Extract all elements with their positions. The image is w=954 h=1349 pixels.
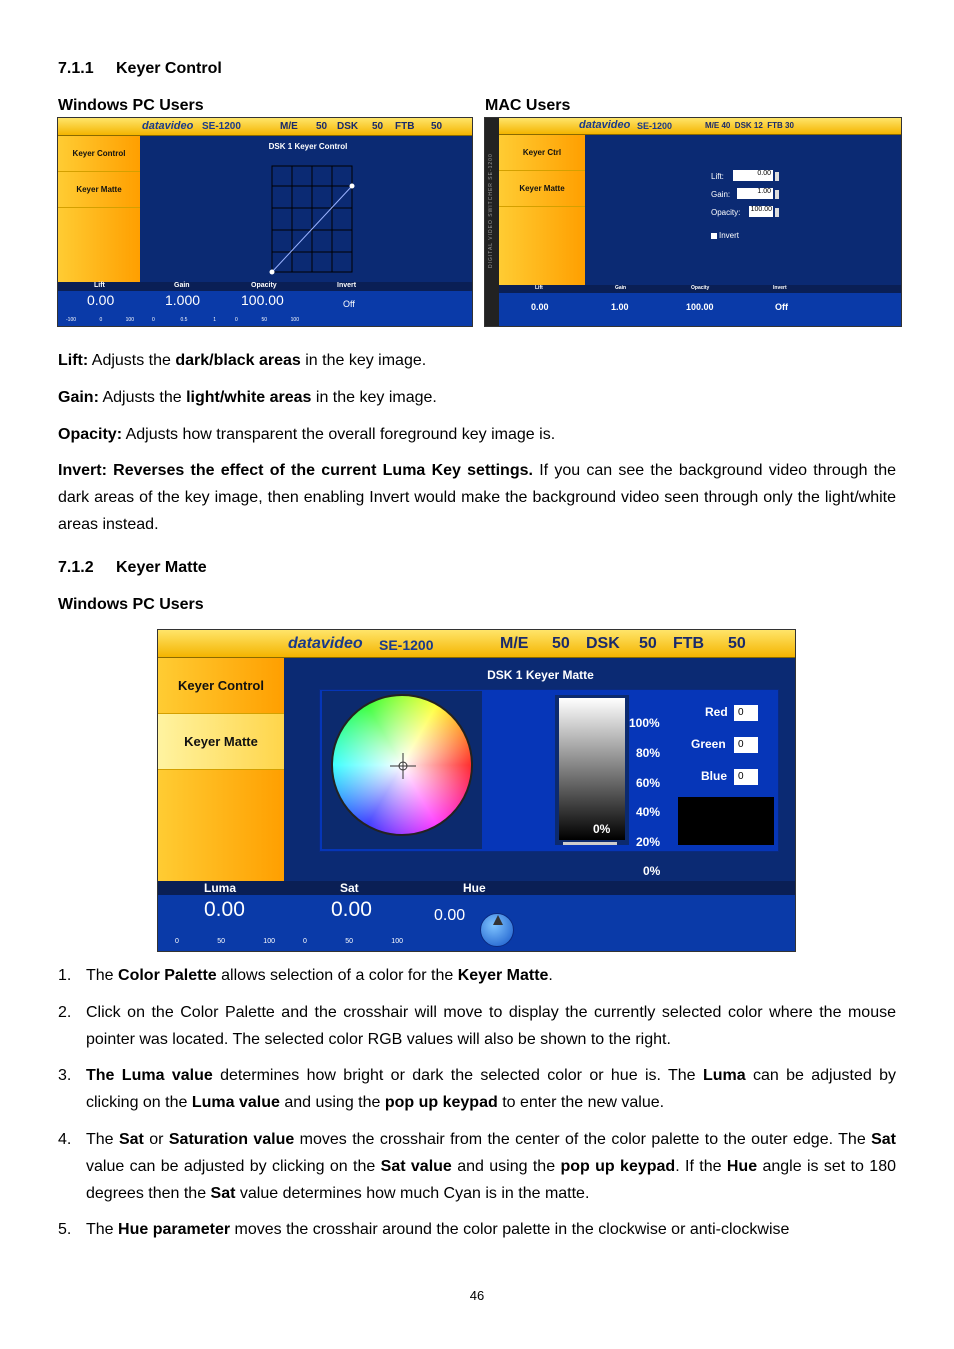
emphasis: Hue xyxy=(726,1158,758,1175)
red-field[interactable]: 0 xyxy=(734,705,758,721)
red-label: Red xyxy=(705,705,728,719)
gain-field[interactable]: 1.00 xyxy=(737,188,773,199)
emphasis: light/white areas xyxy=(186,389,312,406)
list-item-2 xyxy=(58,999,896,1053)
lift-field[interactable]: 0.00 xyxy=(733,170,773,181)
list-number: 2. xyxy=(58,1004,72,1021)
scale-100: 100% xyxy=(629,716,660,730)
text: Adjusts how transparent the overall foreground key image is. xyxy=(122,426,556,443)
text: allows selection of a color for the xyxy=(216,967,458,984)
text: . xyxy=(548,967,553,984)
me-value: 50 xyxy=(316,121,328,132)
emphasis: Sat xyxy=(871,1131,897,1148)
opacity-label: Opacity xyxy=(251,282,277,289)
text: angle is set to 180 degrees then the xyxy=(86,1158,897,1202)
curve-point-low[interactable] xyxy=(270,270,275,275)
invert-value[interactable]: Off xyxy=(343,299,355,309)
lift-label: Lift xyxy=(535,285,543,291)
me-label: M/E xyxy=(280,121,298,132)
datavideo-logo: datavideo xyxy=(579,119,631,131)
vertical-strip xyxy=(485,118,499,327)
emphasis: The Luma value xyxy=(86,1067,213,1084)
mac-keyer-control-screenshot xyxy=(484,117,902,327)
tick: 50 xyxy=(261,317,267,323)
emphasis: pop up keypad xyxy=(384,1094,498,1111)
invert-description xyxy=(58,457,896,538)
text: value can be adjusted by clicking on the xyxy=(86,1158,381,1175)
dsk-value: 50 xyxy=(639,635,657,652)
emphasis: Saturation value xyxy=(168,1131,295,1148)
dsk-label: DSK xyxy=(337,121,359,132)
luma-value[interactable]: 0.00 xyxy=(204,898,245,921)
sat-label: Sat xyxy=(340,881,359,895)
invert-value[interactable]: Off xyxy=(775,302,788,312)
tick: 100 xyxy=(391,938,403,945)
emphasis: Luma xyxy=(702,1067,746,1084)
scale-40: 40% xyxy=(636,805,661,819)
green-label: Green xyxy=(691,737,726,751)
parameter-bar xyxy=(158,881,795,951)
text: If you can see the background video through the dark areas of the key image, then enabling Invert would make the background video seen through only the light/white areas instead. xyxy=(58,462,897,533)
tick: 0 xyxy=(175,938,179,945)
windows-keyer-control-screenshot xyxy=(57,117,473,327)
lift-field-label: Lift: xyxy=(711,172,724,181)
emphasis: Sat value xyxy=(380,1158,452,1175)
emphasis: Hue parameter xyxy=(118,1221,231,1238)
panel-title: DSK 1 Keyer Matte xyxy=(487,668,594,682)
windows-keyer-matte-screenshot xyxy=(157,629,796,952)
opacity-value[interactable]: 100.00 xyxy=(686,302,714,312)
menu-keyer-matte[interactable]: Keyer Matte xyxy=(58,172,140,208)
dsk-label: DSK xyxy=(586,635,620,652)
parameter-label-row xyxy=(58,282,472,291)
main-panel xyxy=(142,136,473,282)
blue-label: Blue xyxy=(701,769,728,783)
parameter-label-row xyxy=(499,285,901,293)
tick: -100 xyxy=(66,317,77,323)
side-menu xyxy=(499,135,585,287)
ftb-label: FTB xyxy=(673,635,705,652)
parameter-bar xyxy=(499,285,901,326)
text: value determines how much Cyan is in the matte. xyxy=(235,1185,590,1202)
text: The xyxy=(86,1221,119,1238)
term: Gain: xyxy=(58,389,99,406)
lift-scale[interactable] xyxy=(66,317,134,323)
invert-label: Invert xyxy=(337,282,357,289)
text: and using the xyxy=(451,1158,561,1175)
vertical-strip-text: DIGITAL VIDEO SWITCHER SE-1200 xyxy=(488,153,494,268)
emphasis: dark/black areas xyxy=(175,352,301,369)
scale-0: 0% xyxy=(643,864,661,878)
menu-keyer-control[interactable]: Keyer Control xyxy=(158,658,284,714)
tick: 50 xyxy=(217,938,225,945)
list-number: 1. xyxy=(58,967,72,984)
dsk-value: 50 xyxy=(372,121,384,132)
datavideo-logo: datavideo xyxy=(142,120,194,132)
ftb-value: 50 xyxy=(728,635,746,652)
gain-field-label: Gain: xyxy=(711,190,731,199)
list-item-4 xyxy=(58,1126,896,1207)
list-item-5 xyxy=(58,1216,896,1243)
emphasis: Sat xyxy=(118,1131,144,1148)
text: Click on the Color Palette and the crosshair will move to display the currently selected color where the mouse pointer was located. The selected color RGB values will also be shown to the right. xyxy=(86,1004,896,1048)
tick: 100 xyxy=(263,938,275,945)
text: in the key image. xyxy=(311,389,437,406)
lift-description xyxy=(58,347,896,374)
ftb-value: 50 xyxy=(431,121,443,132)
gain-value[interactable]: 1.000 xyxy=(165,292,201,308)
windows-users-label: Windows PC Users xyxy=(58,97,204,114)
list-number: 3. xyxy=(58,1067,72,1084)
datavideo-logo: datavideo xyxy=(288,635,363,652)
scale-60: 60% xyxy=(636,776,661,790)
emphasis: Keyer Matte xyxy=(457,967,549,984)
emphasis: Color Palette xyxy=(118,967,217,984)
key-curve-graph[interactable] xyxy=(266,164,358,276)
me-label: M/E xyxy=(500,635,529,652)
tick: 100 xyxy=(125,317,134,323)
list-number: 4. xyxy=(58,1131,72,1148)
text: or xyxy=(143,1131,169,1148)
model-name: SE-1200 xyxy=(379,637,434,653)
palette-frame xyxy=(322,691,482,849)
section-heading-keyer-matte xyxy=(58,559,207,577)
invert-label: Invert xyxy=(773,285,787,291)
text: The xyxy=(86,967,119,984)
lift-label: Lift xyxy=(94,282,105,289)
list-number: 5. xyxy=(58,1221,72,1238)
color-preview xyxy=(678,797,774,845)
luma-slider[interactable] xyxy=(563,842,617,845)
luma-label: Luma xyxy=(204,881,237,895)
scale-20: 20% xyxy=(636,835,661,849)
panel-title: DSK 1 Keyer Control xyxy=(268,142,348,151)
tick: 1 xyxy=(213,317,216,323)
tick: 100 xyxy=(290,317,299,323)
main-panel xyxy=(585,135,902,287)
hue-label: Hue xyxy=(463,881,486,895)
opacity-label: Opacity xyxy=(691,285,710,291)
header-bar xyxy=(58,118,472,136)
matte-editor xyxy=(319,689,779,878)
side-menu xyxy=(58,136,140,282)
section-number: 7.1.2 xyxy=(58,559,94,576)
text: and using the xyxy=(279,1094,385,1111)
tick: 0 xyxy=(235,317,238,323)
tick: 0 xyxy=(152,317,155,323)
tick: 0.5 xyxy=(180,317,188,323)
opacity-field[interactable]: 100.00 xyxy=(749,206,773,217)
curve-point-high[interactable] xyxy=(350,184,355,189)
invert-checkbox-label: Invert xyxy=(719,231,740,240)
menu-keyer-ctrl[interactable]: Keyer Ctrl xyxy=(499,135,585,171)
luma-scale xyxy=(629,690,665,878)
ftb-label: FTB xyxy=(395,121,415,132)
main-panel xyxy=(284,658,796,883)
lift-stepper[interactable] xyxy=(775,172,779,181)
scale-80: 80% xyxy=(636,746,661,760)
list-item-3 xyxy=(58,1062,896,1116)
section-number: 7.1.1 xyxy=(58,60,94,77)
sat-value[interactable]: 0.00 xyxy=(331,898,372,921)
opacity-value[interactable]: 100.00 xyxy=(241,292,284,308)
green-field[interactable]: 0 xyxy=(734,737,758,753)
luma-bar-frame xyxy=(555,695,629,845)
text: can be adjusted by clicking on the xyxy=(86,1067,897,1111)
emphasis: pop up keypad xyxy=(560,1158,676,1175)
lift-value[interactable]: 0.00 xyxy=(87,292,115,308)
section-title: Keyer Control xyxy=(116,60,222,77)
gain-label: Gain xyxy=(174,282,190,289)
opacity-stepper[interactable] xyxy=(775,208,779,217)
menu-keyer-matte[interactable]: Keyer Matte xyxy=(158,714,284,770)
mac-users-label: MAC Users xyxy=(485,97,571,114)
term: Opacity: xyxy=(58,426,123,443)
page-number: 46 xyxy=(469,1288,485,1303)
model-name: SE-1200 xyxy=(637,121,673,131)
gain-scale[interactable] xyxy=(152,317,216,323)
text: Adjusts the xyxy=(88,352,176,369)
parameter-label-row xyxy=(158,881,795,895)
gain-label: Gain xyxy=(615,285,627,291)
tick: 50 xyxy=(345,938,353,945)
side-menu xyxy=(158,658,284,883)
section-title: Keyer Matte xyxy=(116,559,207,576)
text: moves the crosshair around the color palette in the clockwise or anti-clockwise xyxy=(230,1221,790,1238)
status-readout: M/E 40 DSK 12 FTB 30 xyxy=(705,121,794,130)
menu-keyer-control[interactable]: Keyer Control xyxy=(58,136,140,172)
invert-checkbox[interactable] xyxy=(711,233,717,239)
sat-scale-ticks[interactable] xyxy=(303,938,403,945)
gain-description xyxy=(58,384,896,411)
tick: 0 xyxy=(99,317,103,323)
gain-value[interactable]: 1.00 xyxy=(611,302,629,312)
opacity-field-label: Opacity: xyxy=(711,208,741,217)
text: The xyxy=(86,1131,119,1148)
list-item-1 xyxy=(58,962,896,989)
emphasis: Luma value xyxy=(191,1094,280,1111)
opacity-scale[interactable] xyxy=(235,317,299,323)
text: Adjusts the xyxy=(98,389,187,406)
lift-value[interactable]: 0.00 xyxy=(531,302,549,312)
luma-bar[interactable] xyxy=(559,698,625,840)
luma-scale-ticks[interactable] xyxy=(175,938,275,945)
text: determines how bright or dark the selected color or hue is. The xyxy=(212,1067,703,1084)
hue-dial[interactable] xyxy=(480,913,514,947)
text: moves the crosshair from the center of the color palette to the outer edge. The xyxy=(294,1131,872,1148)
tick: 0 xyxy=(303,938,307,945)
opacity-description xyxy=(58,421,896,448)
crosshair-icon[interactable] xyxy=(390,753,416,779)
text: to enter the new value. xyxy=(497,1094,665,1111)
emphasis: Sat xyxy=(210,1185,236,1202)
me-value: 50 xyxy=(552,635,570,652)
windows-users-label-2: Windows PC Users xyxy=(58,596,204,613)
hue-indicator-shape xyxy=(493,915,503,925)
header-bar xyxy=(499,118,901,135)
header-bar xyxy=(158,630,795,658)
blue-field[interactable]: 0 xyxy=(734,769,758,785)
section-heading-keyer-control xyxy=(58,60,222,78)
term: Invert: Reverses the effect of the current Luma Key settings. xyxy=(58,462,533,479)
gain-stepper[interactable] xyxy=(775,190,779,199)
term: Lift: xyxy=(58,352,89,369)
text: . If the xyxy=(675,1158,727,1175)
model-name: SE-1200 xyxy=(202,121,241,132)
parameter-bar xyxy=(58,282,472,326)
hue-indicator-icon xyxy=(492,914,504,926)
text: in the key image. xyxy=(300,352,427,369)
luma-readout: 0% xyxy=(593,822,611,836)
hue-value[interactable]: 0.00 xyxy=(434,907,466,924)
menu-keyer-matte[interactable]: Keyer Matte xyxy=(499,171,585,207)
